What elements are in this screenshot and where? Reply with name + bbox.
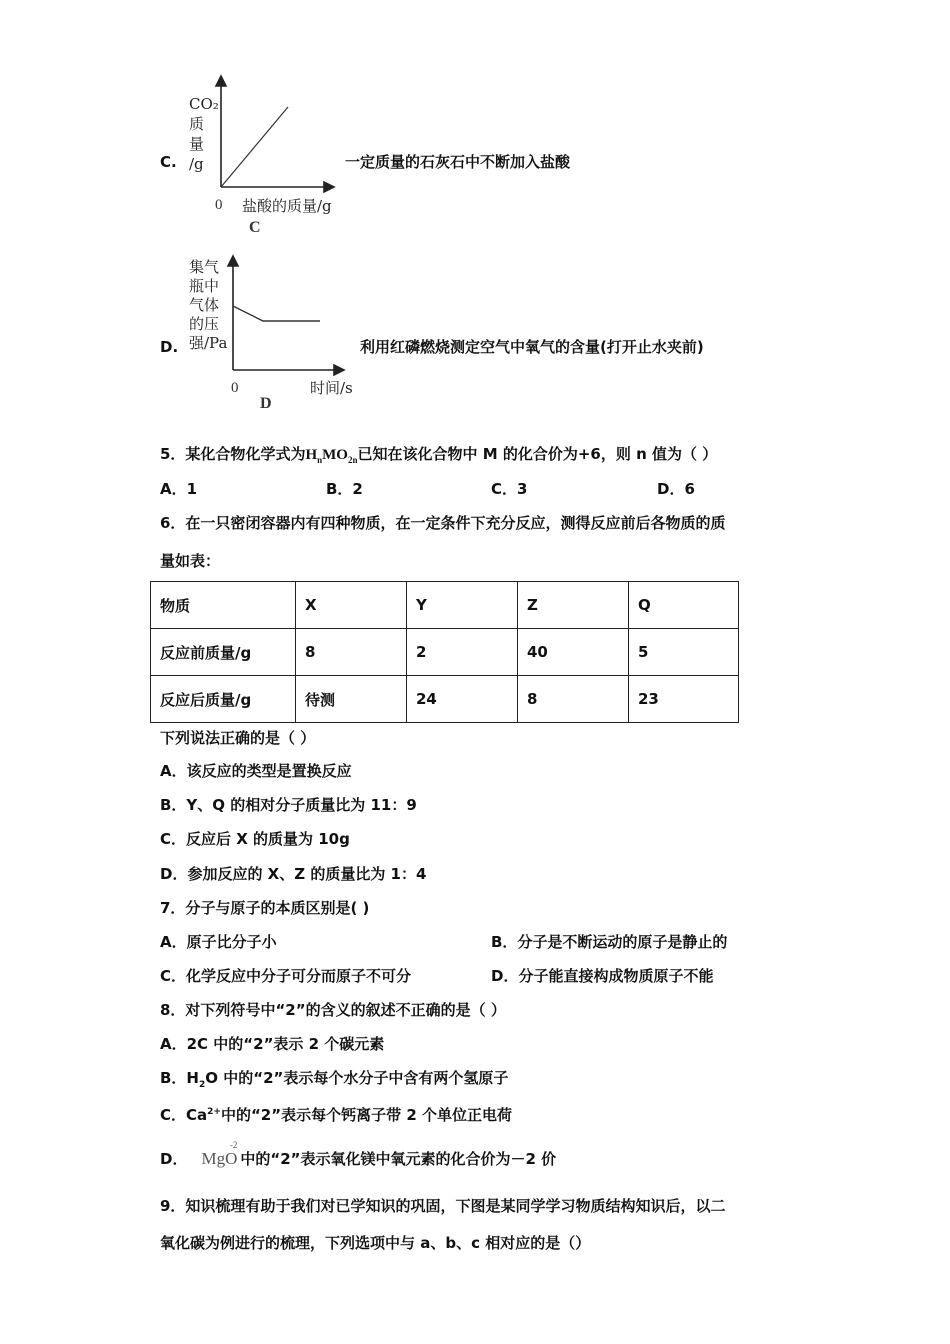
graph-d-option: D.	[160, 338, 179, 356]
graph-d-line	[233, 306, 320, 321]
y-label-line: 气体	[189, 296, 220, 314]
q7-option-b[interactable]: B．分子是不断运动的原子是静止的	[491, 933, 728, 951]
table-cell: 8	[296, 629, 407, 676]
y-label-line: 强/Pa	[189, 334, 228, 352]
option-text: 中的“2”表示氧化镁中氧元素的化合价为－2 价	[240, 1150, 557, 1168]
graph-c-option: C.	[160, 153, 177, 171]
q7-option-a[interactable]: A．原子比分子小	[160, 933, 277, 951]
q7-option-c[interactable]: C．化学反应中分子可分而原子不可分	[160, 967, 412, 985]
graph-d-x-label: 时间/s	[310, 379, 353, 397]
y-label-line: 质	[189, 115, 205, 133]
graph-c-caption: C	[249, 219, 261, 236]
q8-option-c[interactable]	[160, 1103, 512, 1124]
formula-part: 2n	[347, 455, 358, 465]
q6-prompt: 下列说法正确的是（ ）	[160, 729, 316, 747]
q6-option-b[interactable]: B．Y、Q 的相对分子质量比为 11：9	[160, 796, 417, 814]
table-cell: 5	[629, 629, 739, 676]
graph-c-line	[221, 107, 288, 187]
q6-stem-line1: 6．在一只密闭容器内有四种物质，在一定条件下充分反应，测得反应前后各物质的质	[160, 514, 726, 532]
option-text: B．H	[160, 1069, 199, 1087]
q6-option-d[interactable]: D．参加反应的 X、Z 的质量比为 1：4	[160, 865, 427, 883]
table-cell: 40	[518, 629, 629, 676]
table-cell: 反应后质量/g	[151, 676, 296, 723]
table-row	[151, 629, 739, 676]
table-cell: Y	[407, 582, 518, 629]
q6-option-a[interactable]: A．该反应的类型是置换反应	[160, 762, 352, 780]
q5-stem	[160, 445, 717, 469]
table-cell: 物质	[151, 582, 296, 629]
graph-d-caption: D	[260, 395, 272, 412]
q6-option-c[interactable]: C．反应后 X 的质量为 10g	[160, 830, 350, 848]
graphs-svg	[0, 0, 950, 420]
graph-c-y-label	[189, 94, 219, 174]
q8-option-b[interactable]	[160, 1069, 508, 1094]
formula-part: n	[317, 455, 323, 465]
graph-d-y-label	[189, 258, 227, 353]
mass-table	[150, 581, 739, 723]
y-label-line: 的压	[189, 315, 220, 333]
option-text: C．Ca	[160, 1106, 208, 1124]
table-cell: Z	[518, 582, 629, 629]
table-cell: 反应前质量/g	[151, 629, 296, 676]
option-text: D．	[160, 1150, 188, 1168]
q5-option-d[interactable]: D．6	[657, 480, 695, 498]
graph-d-axes	[228, 256, 344, 375]
table-row	[151, 676, 739, 723]
option-text: O 中的“2”表示每个水分子中含有两个氢原子	[205, 1069, 509, 1087]
subscript: 2	[199, 1080, 206, 1090]
y-label-line: /g	[189, 155, 204, 173]
q8-stem: 8．对下列符号中“2”的含义的叙述不正确的是（ ）	[160, 1001, 506, 1019]
table-cell: 2	[407, 629, 518, 676]
y-label-line: 量	[189, 135, 205, 153]
valence-mark: -2	[229, 1140, 238, 1150]
q7-stem: 7．分子与原子的本质区别是( )	[160, 899, 370, 917]
table-cell: Q	[629, 582, 739, 629]
q5-stem-text: 已知在该化合物中 M 的化合价为+6，则 n 值为（ ）	[357, 445, 718, 463]
table-cell: 待测	[296, 676, 407, 723]
table-cell: 23	[629, 676, 739, 723]
graph-c-x-label: 盐酸的质量/g	[242, 197, 332, 215]
q7-option-d[interactable]: D．分子能直接构成物质原子不能	[491, 967, 714, 985]
table-cell: 8	[518, 676, 629, 723]
table-cell: 24	[407, 676, 518, 723]
formula-part: H	[305, 447, 318, 463]
formula-mgo: MgO	[201, 1149, 238, 1168]
q5-option-c[interactable]: C．3	[491, 480, 528, 498]
graph-c-origin: 0	[215, 197, 223, 213]
q5-formula	[305, 447, 357, 463]
graph-c-description: 一定质量的石灰石中不断加入盐酸	[345, 153, 571, 171]
y-label-line: 瓶中	[189, 277, 220, 295]
superscript: 2+	[207, 1107, 221, 1117]
q5-option-b[interactable]: B．2	[326, 480, 363, 498]
graph-d-description: 利用红磷燃烧测定空气中氧气的含量(打开止水夹前)	[360, 338, 704, 356]
table-cell: X	[296, 582, 407, 629]
option-text: 中的“2”表示每个钙离子带 2 个单位正电荷	[220, 1106, 512, 1124]
q9-line1: 9．知识梳理有助于我们对已学知识的巩固，下图是某同学学习物质结构知识后，以二	[160, 1197, 726, 1215]
q9-line2: 氧化碳为例进行的梳理，下列选项中与 a、b、c 相对应的是（）	[160, 1234, 591, 1252]
table-row	[151, 582, 739, 629]
q6-stem-line2: 量如表：	[160, 552, 221, 570]
q5-option-a[interactable]: A．1	[160, 480, 198, 498]
y-label-line: 集气	[189, 258, 220, 276]
q8-option-d[interactable]	[160, 1140, 557, 1168]
q8-option-a[interactable]: A．2C 中的“2”表示 2 个碳元素	[160, 1035, 385, 1053]
formula-part: MO	[322, 447, 348, 463]
graph-d-origin: 0	[231, 380, 239, 396]
graph-c-axes	[216, 76, 334, 192]
y-label-line: CO₂	[189, 95, 219, 113]
q5-stem-text: 5．某化合物化学式为	[160, 445, 306, 463]
